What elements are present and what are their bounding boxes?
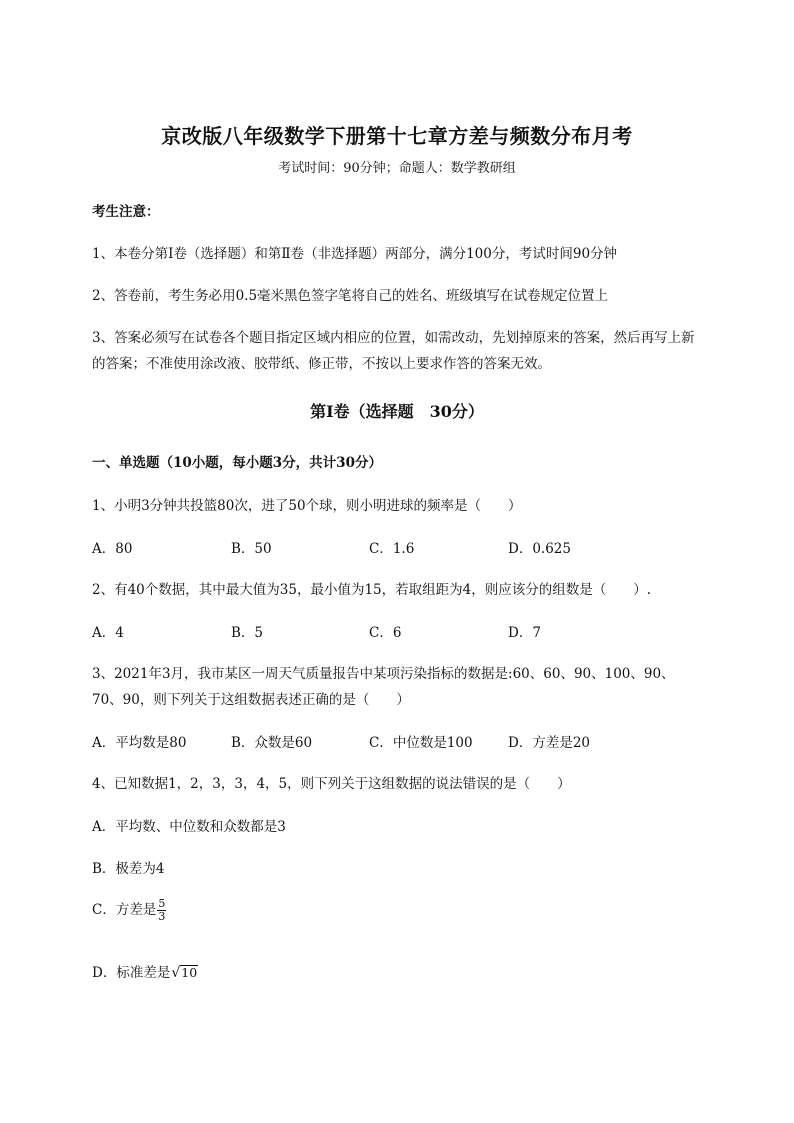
question-4-option-c	[92, 898, 166, 923]
option-c-label: C．方差是	[92, 902, 157, 918]
question-1-option-d: D．0.625	[508, 541, 571, 557]
notice-item-continued: 的答案；不准使用涂改液、胶带纸、修正带，不按以上要求作答的答案无效。	[92, 356, 551, 372]
question-2-stem: 2、有40个数据，其中最大值为35，最小值为15，若取组距为4，则应该分的组数是（ ）.	[92, 582, 652, 598]
question-2-option-a: A．4	[92, 625, 124, 641]
question-4-option-d	[92, 961, 198, 981]
question-2-option-d: D．7	[508, 625, 541, 641]
fraction-numerator: 5	[158, 897, 166, 910]
question-1-option-b: B．50	[231, 541, 272, 557]
radicand: 10	[181, 965, 198, 980]
question-3-option-d: D．方差是20	[508, 735, 591, 751]
notice-item: 1、本卷分第I卷（选择题）和第Ⅱ卷（非选择题）两部分，满分100分，考试时间90分钟	[92, 246, 618, 262]
question-3-stem: 3、2021年3月，我市某区一周天气质量报告中某项污染指标的数据是:60、60、90、100、90、	[92, 666, 675, 682]
fraction-denominator: 3	[158, 910, 166, 923]
square-root	[171, 965, 198, 980]
question-1-option-c: C．1.6	[369, 541, 415, 557]
question-1-stem: 1、小明3分钟共投篮80次，进了50个球，则小明进球的频率是（ ）	[92, 498, 522, 514]
notice-item: 3、答案必须写在试卷各个题目指定区域内相应的位置，如需改动，先划掉原来的答案，然后再写上新	[92, 330, 695, 346]
question-2-option-b: B．5	[231, 625, 264, 641]
question-2-option-c: C．6	[369, 625, 402, 641]
question-4-stem: 4、已知数据1，2，3，3，4，5，则下列关于这组数据的说法错误的是（ ）	[92, 776, 571, 792]
notice-item: 2、答卷前，考生务必用0.5毫米黑色签字笔将自己的姓名、班级填写在试卷规定位置上	[92, 288, 609, 304]
section-title: 第I卷（选择题 30分）	[310, 402, 484, 421]
question-3-option-b: B．众数是60	[231, 735, 313, 751]
question-4-option-b: B．极差为4	[92, 861, 165, 877]
question-3-stem-continued: 70、90，则下列关于这组数据表述正确的是（ ）	[92, 692, 410, 708]
fraction	[157, 898, 166, 923]
question-1-option-a: A．80	[92, 541, 133, 557]
question-3-option-c: C．中位数是100	[369, 735, 473, 751]
exam-info: 考试时间：90分钟；命题人：数学教研组	[278, 161, 516, 176]
part-heading: 一、单选题（10小题，每小题3分，共计30分）	[92, 455, 382, 471]
page-title: 京改版八年级数学下册第十七章方差与频数分布月考	[161, 124, 633, 148]
question-4-option-a: A．平均数、中位数和众数都是3	[92, 819, 286, 835]
radical-sign-icon: √	[171, 965, 181, 981]
question-3-option-a: A．平均数是80	[92, 735, 187, 751]
option-d-label: D．标准差是	[92, 965, 171, 981]
notice-heading: 考生注意：	[92, 204, 160, 220]
